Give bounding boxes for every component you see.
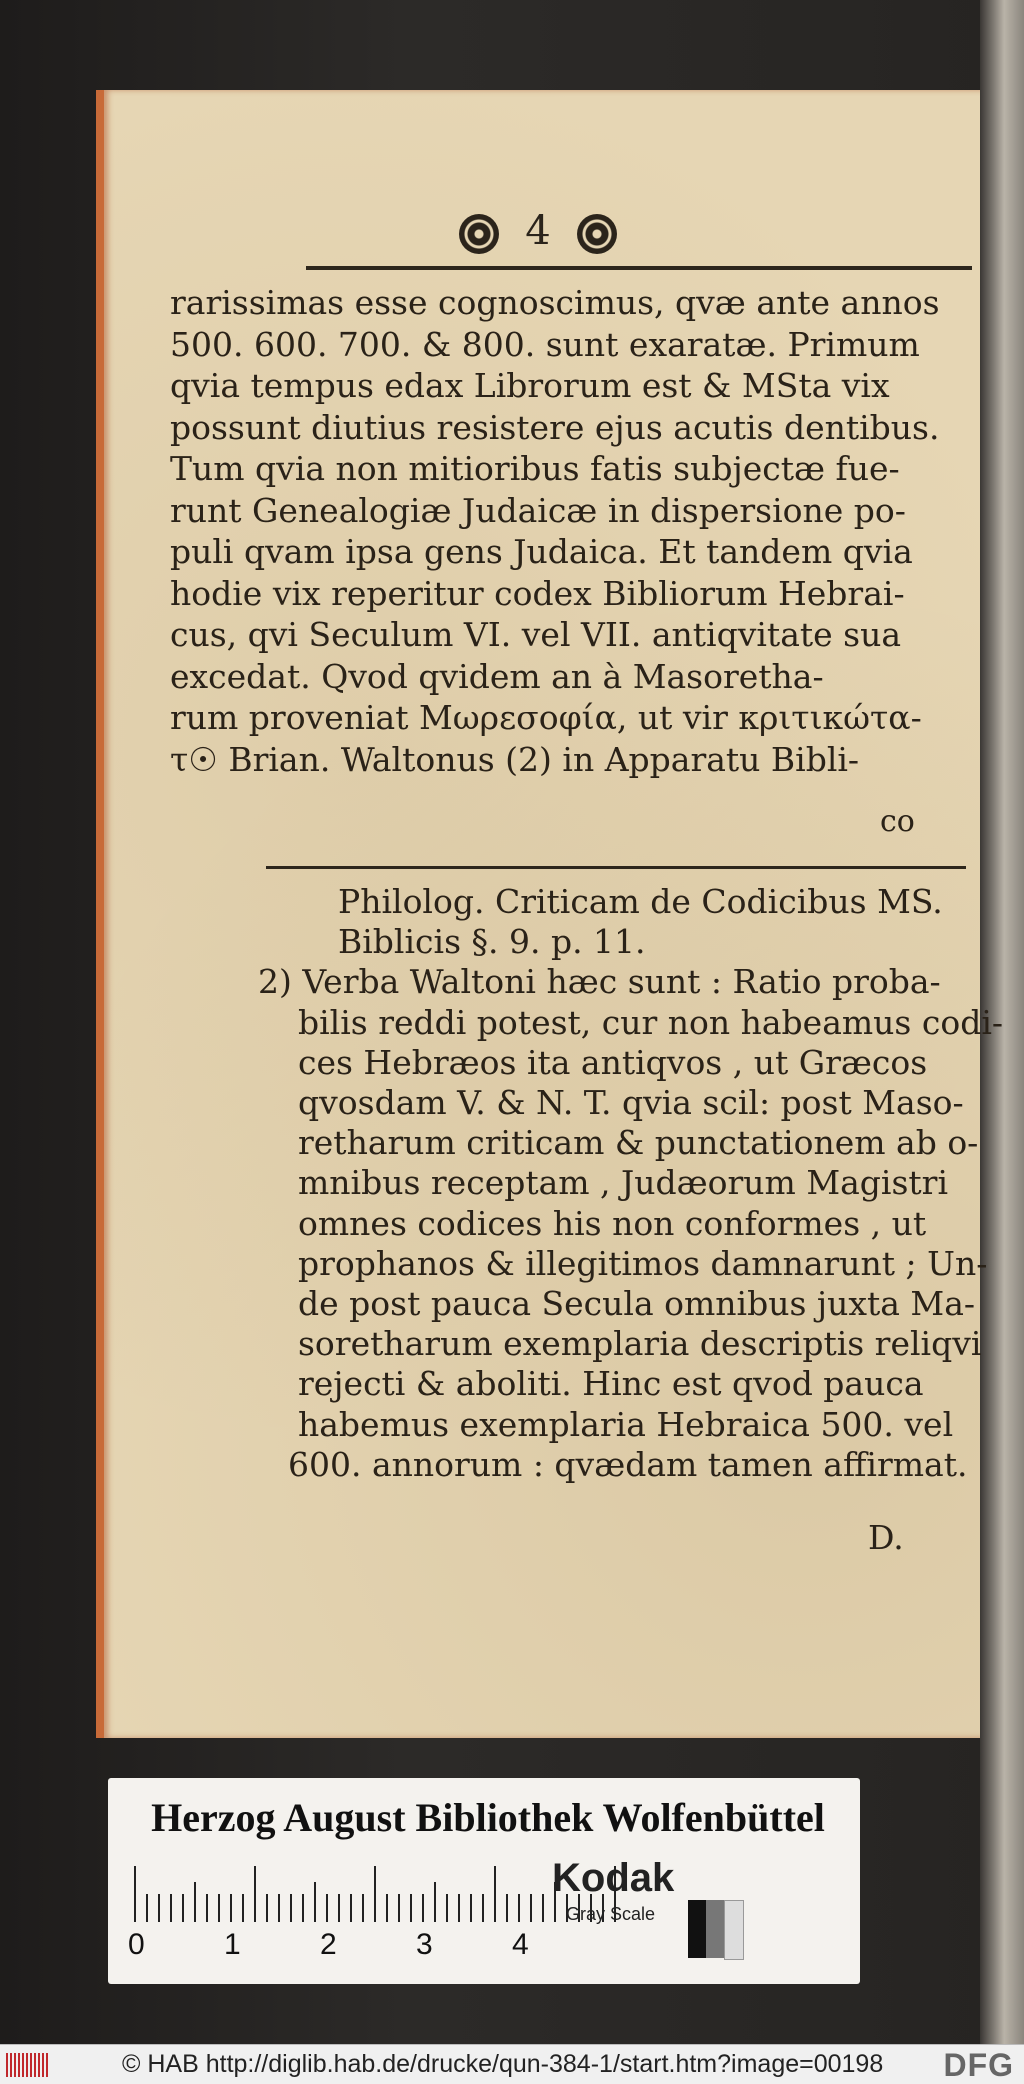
body-line: cus, qvi Seculum VI. vel VII. antiqvitate sua (170, 615, 902, 654)
ruler-tick (218, 1894, 220, 1922)
ruler-tick (446, 1894, 448, 1922)
footnote-line: 2) Verba Waltoni hæc sunt : Ratio proba- (258, 962, 941, 1002)
ruler-tick (134, 1866, 136, 1922)
body-line: hodie vix reperitur codex Bibliorum Hebrai- (170, 573, 905, 613)
ruler-tick (518, 1894, 520, 1922)
footnote-line: retharum criticam & punctationem ab o- (298, 1123, 979, 1163)
footnote-line: bilis reddi potest, cur non habeamus codi- (298, 1002, 1004, 1042)
ruler-number: 2 (320, 1928, 337, 1961)
ruler-tick (386, 1894, 388, 1922)
ruler-tick (542, 1894, 544, 1922)
ruler-tick (494, 1866, 496, 1922)
ruler-tick (146, 1894, 148, 1922)
body-line: rarissimas esse cognoscimus, qvæ ante annos (170, 283, 940, 322)
footnote-line: Biblicis §. 9. p. 11. (338, 922, 646, 962)
page-header (96, 208, 980, 254)
ruler-tick (314, 1882, 316, 1922)
ruler-tick (326, 1894, 328, 1922)
gray-swatch (688, 1900, 706, 1958)
dfg-logo: DFG (943, 2047, 1014, 2083)
gray-swatch (706, 1900, 724, 1958)
archive-label (108, 1778, 860, 1984)
ruler-tick (506, 1894, 508, 1922)
ruler-tick (410, 1894, 412, 1922)
body-line: puli qvam ipsa gens Judaica. Et tandem qvia (170, 532, 913, 571)
footnotes (170, 882, 1004, 1485)
page-number: 4 (525, 208, 551, 254)
hab-logo-icon (6, 2053, 48, 2077)
ruler-tick (374, 1866, 376, 1922)
ruler-number: 1 (224, 1928, 241, 1961)
footnote-line: omnes codices his non conformes , ut (298, 1203, 927, 1243)
footnote-line: mnibus receptam , Judæorum Magistri (298, 1163, 949, 1203)
ruler-tick (158, 1894, 160, 1922)
ruler-tick (470, 1894, 472, 1922)
body-line: 500. 600. 700. & 800. sunt exaratæ. Primum (170, 324, 920, 364)
footnote-line: prophanos & illegitimos damnarunt ; Un- (298, 1243, 988, 1283)
catchword: co (880, 804, 915, 839)
body-line: runt Genealogiæ Judaicæ in dispersione po- (170, 490, 906, 530)
ruler-tick (422, 1894, 424, 1922)
ruler-tick (242, 1894, 244, 1922)
ruler-number: 0 (128, 1928, 145, 1961)
fleuron-icon (577, 214, 617, 254)
ruler-tick (434, 1882, 436, 1922)
footnote-line: ces Hebræos ita antiqvos , ut Græcos (298, 1042, 928, 1082)
footnote-rule (266, 866, 966, 869)
ruler-tick (206, 1894, 208, 1922)
ruler-tick (266, 1894, 268, 1922)
ruler-tick (350, 1894, 352, 1922)
ruler-tick (458, 1894, 460, 1922)
ruler-tick (338, 1894, 340, 1922)
library-name: Herzog August Bibliothek Wolfenbüttel (151, 1795, 825, 1840)
body-line: τ☉ Brian. Waltonus (2) in Apparatu Bibli- (170, 739, 860, 779)
ruler-tick (302, 1894, 304, 1922)
ruler-tick (398, 1894, 400, 1922)
body-text (170, 282, 975, 780)
footnote-line: Philolog. Criticam de Codicibus MS. (338, 882, 943, 921)
footer-bar (0, 2044, 1024, 2084)
ruler-tick (170, 1894, 172, 1922)
ruler-number: 3 (416, 1928, 433, 1961)
source-url[interactable]: © HAB http://diglib.hab.de/drucke/qun-384-1/start.htm?image=00198 (122, 2050, 884, 2078)
ruler-tick (230, 1894, 232, 1922)
ruler-tick (194, 1882, 196, 1922)
body-line: rum proveniat Μωρεσοφία, ut vir κριτικώτα- (170, 698, 922, 737)
ruler-tick (254, 1866, 256, 1922)
ruler-tick (182, 1894, 184, 1922)
footnote-line: de post pauca Secula omnibus juxta Ma- (298, 1284, 976, 1324)
fleuron-icon (459, 214, 499, 254)
ruler-number: 4 (512, 1928, 529, 1961)
ruler-tick (290, 1894, 292, 1922)
body-line: excedat. Qvod qvidem an à Masoretha- (170, 656, 824, 696)
footnote-catchword: D. (868, 1518, 904, 1557)
ruler-tick (278, 1894, 280, 1922)
footnote-line: rejecti & aboliti. Hinc est qvod pauca (298, 1364, 924, 1404)
ruler-tick (482, 1894, 484, 1922)
footnote-line: soretharum exemplaria descriptis reliqvi (298, 1324, 982, 1364)
footnote-line: 600. annorum : qvædam tamen affirmat. (288, 1444, 968, 1484)
ruler-tick (362, 1894, 364, 1922)
footnote-line: qvosdam V. & N. T. qvia scil: post Maso- (298, 1083, 964, 1123)
header-rule (306, 266, 972, 270)
footnote-line: habemus exemplaria Hebraica 500. vel (298, 1404, 954, 1444)
body-line: Tum qvia non mitioribus fatis subjectæ fue- (170, 449, 900, 488)
ruler-tick (530, 1894, 532, 1922)
gray-scale-label: Gray Scale (566, 1904, 656, 1924)
body-line: possunt diutius resistere ejus acutis dentibus. (170, 407, 940, 447)
gray-swatch (724, 1900, 744, 1960)
kodak-logo: Kodak (552, 1856, 675, 1900)
body-line: qvia tempus edax Librorum est & MSta vix (170, 366, 890, 405)
